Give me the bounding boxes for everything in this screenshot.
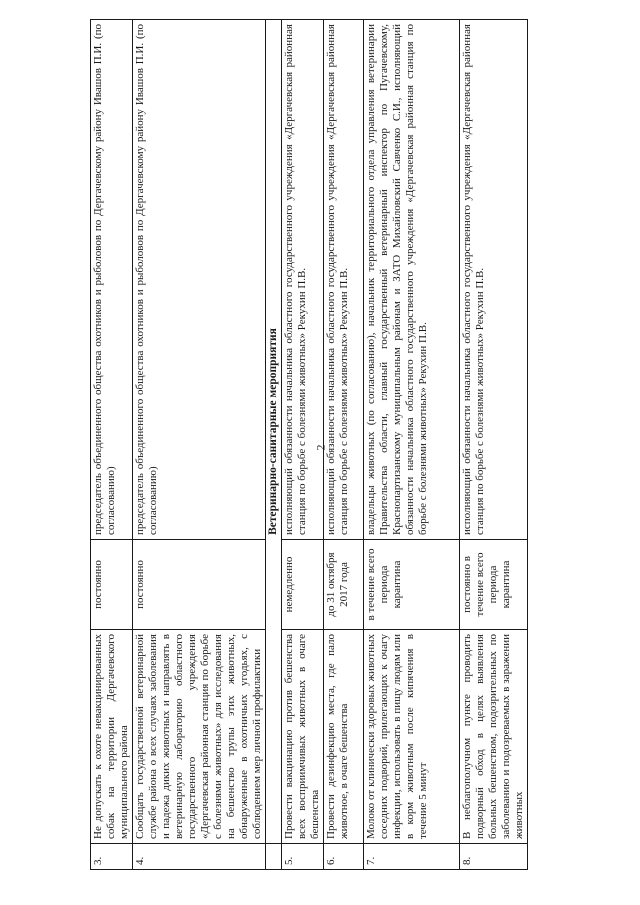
page-number: 2 [313,444,328,451]
row-number: 8. [460,844,528,870]
responsible-cell: исполняющий обязанности начальника областного государственного учреждения «Дергачевская районная станция по борьбе с болезнями животных» Рекухин П.В. [324,20,364,540]
table-row-3 [91,20,133,870]
term-cell: постоянно в течение всего периода карантина [460,540,528,630]
measure-cell: Провести вакцинацию против бешенства всех восприимчивых животных в очаге бешенства [282,630,324,844]
table-row-8 [460,20,528,870]
row-number: 4. [133,844,266,870]
table-row-5 [282,20,324,870]
row-number: 5. [282,844,324,870]
section-title: Ветеринарно-санитарные мероприятия [266,20,282,844]
table-row-4 [133,20,266,870]
row-number: 3. [91,844,133,870]
section-num-cell [266,844,282,870]
term-cell: постоянно [133,540,266,630]
table-row-7 [364,20,460,870]
measure-cell: В неблагополучном пункте проводить подворный обход в целях выявления больных бешенством, подозрительных по заболеванию и подозреваемых в заражении животных [460,630,528,844]
term-cell: немедленно [282,540,324,630]
rotated-table-container [90,20,525,870]
measures-table [90,19,528,870]
responsible-cell: владельцы животных (по согласованию), начальник территориального отдела управления ветеринарии Правительства области, главный государственный ветеринарный инспектор по Пугачевскому, Краснопартизанскому муниципальным районам и ЗАТО Михайловский Савченко С.И., исполняющий обязанности начальника областного государственного учреждения «Дергачевская районная станция по борьбе с болезнями животных» Рекухин П.В. [364,20,460,540]
term-cell: в течение всего периода карантина [364,540,460,630]
row-number: 6. [324,844,364,870]
section-row [266,20,282,870]
table-row-6 [324,20,364,870]
measure-cell: Не допускать к охоте невакцинированных собак на территории Дергачевского муниципального района [91,630,133,844]
term-cell: постоянно [91,540,133,630]
responsible-cell: исполняющий обязанности начальника областного государственного учреждения «Дергачевская районная станция по борьбе с болезнями животных» Рекухин П.В. [282,20,324,540]
responsible-cell: председатель объединенного общества охотников и рыболовов по Дергачевскому району Ивашов П.И. (по согласованию) [133,20,266,540]
row-number: 7. [364,844,460,870]
responsible-cell: исполняющий обязанности начальника областного государственного учреждения «Дергачевская районная станция по борьбе с болезнями животных» Рекухин П.В. [460,20,528,540]
responsible-cell: председатель объединенного общества охотников и рыболовов по Дергачевскому району Ивашов П.И. (по согласованию) [91,20,133,540]
table-frame [90,20,525,870]
measure-cell: Сообщать государственной ветеринарной службе района о всех случаях заболевания и падежа диких животных и направлять в ветеринарную лабораторию областного государственного учреждения «Дергачевская районная станция по борьбе с болезнями животных» для исследования на бешенство трупы этих животных, обнаруженные в охотничьих угодьях, с соблюдением мер личной профилактики [133,630,266,844]
term-cell: до 31 октября 2017 года [324,540,364,630]
measure-cell: Провести дезинфекцию места, где пало животное, в очаге бешенства [324,630,364,844]
measure-cell: Молоко от клинически здоровых животных соседних подворий, прилегающих к очагу инфекции, использовать в пищу людям или в корм животным после кипячения в течение 5 минут [364,630,460,844]
